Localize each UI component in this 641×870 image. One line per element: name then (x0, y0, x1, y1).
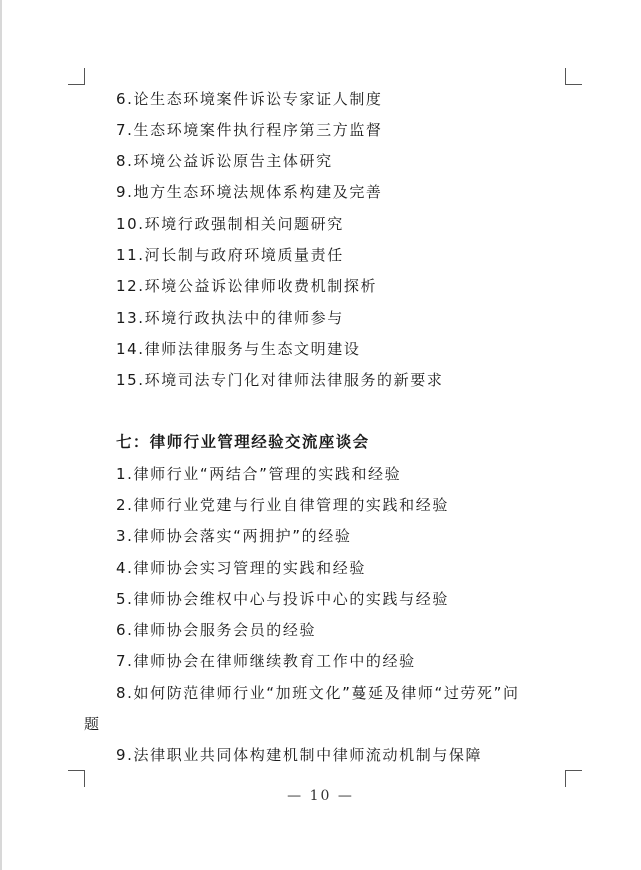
list-item: 2.律师行业党建与行业自律管理的实践和经验 (116, 496, 449, 514)
list-item: 7.律师协会在律师继续教育工作中的经验 (116, 652, 416, 670)
crop-mark-bottom-right (565, 770, 582, 787)
list-item: 1.律师行业“两结合”管理的实践和经验 (116, 465, 402, 483)
list-item: 8.环境公益诉讼原告主体研究 (116, 152, 333, 170)
list-item: 3.律师协会落实“两拥护”的经验 (116, 527, 352, 545)
list-item: 9.地方生态环境法规体系构建及完善 (116, 183, 383, 201)
list-item: 10.环境行政强制相关问题研究 (116, 215, 344, 233)
list-item: 4.律师协会实习管理的实践和经验 (116, 559, 366, 577)
list-item: 6.论生态环境案件诉讼专家证人制度 (116, 90, 383, 108)
list-item: 14.律师法律服务与生态文明建设 (116, 340, 361, 358)
section-heading: 七：律师行业管理经验交流座谈会 (116, 433, 370, 451)
page-number: — 10 — (287, 788, 354, 804)
list-item: 9.法律职业共同体构建机制中律师流动机制与保障 (116, 746, 483, 764)
list-item: 5.律师协会维权中心与投诉中心的实践与经验 (116, 590, 449, 608)
list-item: 7.生态环境案件执行程序第三方监督 (116, 121, 383, 139)
list-item: 13.环境行政执法中的律师参与 (116, 309, 344, 327)
crop-mark-bottom-left (68, 770, 85, 787)
page-left-edge (0, 0, 2, 870)
list-item: 12.环境公益诉讼律师收费机制探析 (116, 277, 378, 295)
crop-mark-top-left (68, 68, 85, 85)
crop-mark-top-right (565, 68, 582, 85)
list-item: 6.律师协会服务会员的经验 (116, 621, 317, 639)
list-item-continuation: 题 (84, 715, 101, 733)
list-item: 15.环境司法专门化对律师法律服务的新要求 (116, 371, 444, 389)
list-item: 8.如何防范律师行业“加班文化”蔓延及律师“过劳死”问 (116, 684, 520, 702)
list-item: 11.河长制与政府环境质量责任 (116, 246, 344, 264)
